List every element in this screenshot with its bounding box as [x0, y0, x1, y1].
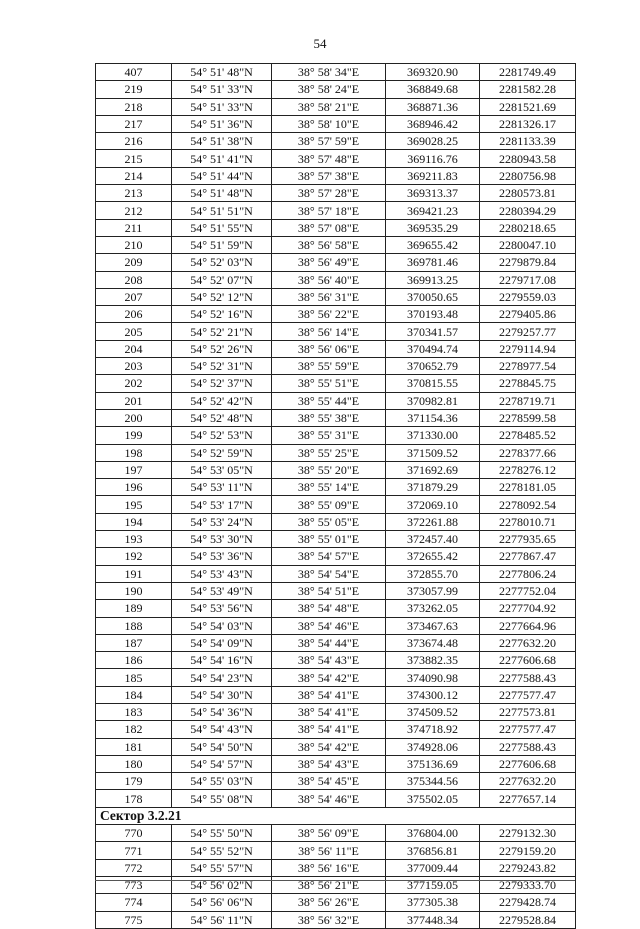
section-title: Сектор 3.2.21 — [96, 807, 576, 824]
latitude-cell: 54° 56' 06"N — [172, 894, 272, 911]
latitude-cell: 54° 55' 52"N — [172, 842, 272, 859]
longitude-cell: 38° 56' 31"E — [272, 288, 386, 305]
table-row — [96, 842, 576, 859]
y-coordinate-cell: 2278719.71 — [480, 392, 576, 409]
x-coordinate-cell: 368946.42 — [386, 115, 480, 132]
latitude-cell: 54° 54' 43"N — [172, 721, 272, 738]
point-number-cell: 215 — [96, 150, 172, 167]
longitude-cell: 38° 57' 59"E — [272, 133, 386, 150]
latitude-cell: 54° 52' 48"N — [172, 409, 272, 426]
x-coordinate-cell: 369116.76 — [386, 150, 480, 167]
table-row — [96, 531, 576, 548]
table-row — [96, 427, 576, 444]
y-coordinate-cell: 2278092.54 — [480, 496, 576, 513]
point-number-cell: 188 — [96, 617, 172, 634]
y-coordinate-cell: 2279717.08 — [480, 271, 576, 288]
point-number-cell: 201 — [96, 392, 172, 409]
y-coordinate-cell: 2279159.20 — [480, 842, 576, 859]
y-coordinate-cell: 2280756.98 — [480, 167, 576, 184]
x-coordinate-cell: 368849.68 — [386, 81, 480, 98]
latitude-cell: 54° 53' 43"N — [172, 565, 272, 582]
y-coordinate-cell: 2281326.17 — [480, 115, 576, 132]
x-coordinate-cell: 377009.44 — [386, 859, 480, 876]
table-row — [96, 738, 576, 755]
longitude-cell: 38° 57' 28"E — [272, 185, 386, 202]
y-coordinate-cell: 2279257.77 — [480, 323, 576, 340]
longitude-cell: 38° 55' 44"E — [272, 392, 386, 409]
longitude-cell: 38° 56' 22"E — [272, 306, 386, 323]
latitude-cell: 54° 51' 38"N — [172, 133, 272, 150]
x-coordinate-cell: 369421.23 — [386, 202, 480, 219]
point-number-cell: 183 — [96, 703, 172, 720]
longitude-cell: 38° 56' 26"E — [272, 894, 386, 911]
x-coordinate-cell: 375502.05 — [386, 790, 480, 807]
longitude-cell: 38° 55' 51"E — [272, 375, 386, 392]
point-number-cell: 217 — [96, 115, 172, 132]
latitude-cell: 54° 51' 36"N — [172, 115, 272, 132]
x-coordinate-cell: 370815.55 — [386, 375, 480, 392]
y-coordinate-cell: 2281521.69 — [480, 98, 576, 115]
y-coordinate-cell: 2280394.29 — [480, 202, 576, 219]
y-coordinate-cell: 2279405.86 — [480, 306, 576, 323]
x-coordinate-cell: 369320.90 — [386, 64, 480, 81]
table-row — [96, 133, 576, 150]
table-row — [96, 254, 576, 271]
x-coordinate-cell: 373674.48 — [386, 634, 480, 651]
x-coordinate-cell: 376804.00 — [386, 825, 480, 842]
page-bottom-rule — [95, 880, 575, 881]
table-row — [96, 565, 576, 582]
x-coordinate-cell: 373467.63 — [386, 617, 480, 634]
y-coordinate-cell: 2279428.74 — [480, 894, 576, 911]
latitude-cell: 54° 54' 03"N — [172, 617, 272, 634]
longitude-cell: 38° 55' 59"E — [272, 358, 386, 375]
page-number: 54 — [313, 36, 327, 51]
x-coordinate-cell: 370982.81 — [386, 392, 480, 409]
y-coordinate-cell: 2278599.58 — [480, 409, 576, 426]
latitude-cell: 54° 51' 41"N — [172, 150, 272, 167]
x-coordinate-cell: 372655.42 — [386, 548, 480, 565]
longitude-cell: 38° 56' 09"E — [272, 825, 386, 842]
x-coordinate-cell: 377305.38 — [386, 894, 480, 911]
y-coordinate-cell: 2278276.12 — [480, 461, 576, 478]
longitude-cell: 38° 54' 44"E — [272, 634, 386, 651]
latitude-cell: 54° 51' 44"N — [172, 167, 272, 184]
table-row — [96, 98, 576, 115]
latitude-cell: 54° 51' 51"N — [172, 202, 272, 219]
table-row — [96, 496, 576, 513]
x-coordinate-cell: 369655.42 — [386, 236, 480, 253]
table-row — [96, 669, 576, 686]
longitude-cell: 38° 55' 09"E — [272, 496, 386, 513]
x-coordinate-cell: 371692.69 — [386, 461, 480, 478]
y-coordinate-cell: 2277573.81 — [480, 703, 576, 720]
longitude-cell: 38° 54' 42"E — [272, 738, 386, 755]
point-number-cell: 206 — [96, 306, 172, 323]
x-coordinate-cell: 369028.25 — [386, 133, 480, 150]
y-coordinate-cell: 2278181.05 — [480, 479, 576, 496]
y-coordinate-cell: 2277806.24 — [480, 565, 576, 582]
y-coordinate-cell: 2281133.39 — [480, 133, 576, 150]
x-coordinate-cell: 374509.52 — [386, 703, 480, 720]
y-coordinate-cell: 2277632.20 — [480, 634, 576, 651]
longitude-cell: 38° 55' 38"E — [272, 409, 386, 426]
y-coordinate-cell: 2280218.65 — [480, 219, 576, 236]
table-row — [96, 513, 576, 530]
longitude-cell: 38° 57' 48"E — [272, 150, 386, 167]
longitude-cell: 38° 56' 16"E — [272, 859, 386, 876]
latitude-cell: 54° 52' 59"N — [172, 444, 272, 461]
point-number-cell: 179 — [96, 773, 172, 790]
x-coordinate-cell: 372457.40 — [386, 531, 480, 548]
coordinates-table — [95, 63, 576, 929]
longitude-cell: 38° 55' 01"E — [272, 531, 386, 548]
longitude-cell: 38° 56' 21"E — [272, 876, 386, 893]
table-row — [96, 686, 576, 703]
point-number-cell: 773 — [96, 876, 172, 893]
longitude-cell: 38° 56' 06"E — [272, 340, 386, 357]
table-row — [96, 479, 576, 496]
longitude-cell: 38° 56' 58"E — [272, 236, 386, 253]
point-number-cell: 203 — [96, 358, 172, 375]
latitude-cell: 54° 52' 03"N — [172, 254, 272, 271]
x-coordinate-cell: 377448.34 — [386, 911, 480, 928]
x-coordinate-cell: 374928.06 — [386, 738, 480, 755]
longitude-cell: 38° 58' 24"E — [272, 81, 386, 98]
longitude-cell: 38° 54' 57"E — [272, 548, 386, 565]
longitude-cell: 38° 54' 42"E — [272, 669, 386, 686]
table-row — [96, 202, 576, 219]
table-row — [96, 64, 576, 81]
latitude-cell: 54° 56' 11"N — [172, 911, 272, 928]
latitude-cell: 54° 53' 05"N — [172, 461, 272, 478]
latitude-cell: 54° 51' 59"N — [172, 236, 272, 253]
point-number-cell: 185 — [96, 669, 172, 686]
point-number-cell: 770 — [96, 825, 172, 842]
point-number-cell: 209 — [96, 254, 172, 271]
latitude-cell: 54° 54' 36"N — [172, 703, 272, 720]
latitude-cell: 54° 53' 24"N — [172, 513, 272, 530]
table-row — [96, 115, 576, 132]
table-row — [96, 392, 576, 409]
latitude-cell: 54° 52' 37"N — [172, 375, 272, 392]
point-number-cell: 180 — [96, 755, 172, 772]
x-coordinate-cell: 370341.57 — [386, 323, 480, 340]
point-number-cell: 216 — [96, 133, 172, 150]
latitude-cell: 54° 53' 30"N — [172, 531, 272, 548]
longitude-cell: 38° 55' 31"E — [272, 427, 386, 444]
longitude-cell: 38° 54' 48"E — [272, 600, 386, 617]
table-row — [96, 150, 576, 167]
latitude-cell: 54° 53' 36"N — [172, 548, 272, 565]
y-coordinate-cell: 2277577.47 — [480, 721, 576, 738]
latitude-cell: 54° 51' 48"N — [172, 185, 272, 202]
x-coordinate-cell: 376856.81 — [386, 842, 480, 859]
latitude-cell: 54° 51' 55"N — [172, 219, 272, 236]
x-coordinate-cell: 373262.05 — [386, 600, 480, 617]
table-row — [96, 634, 576, 651]
point-number-cell: 204 — [96, 340, 172, 357]
longitude-cell: 38° 55' 25"E — [272, 444, 386, 461]
latitude-cell: 54° 55' 57"N — [172, 859, 272, 876]
x-coordinate-cell: 374718.92 — [386, 721, 480, 738]
y-coordinate-cell: 2278485.52 — [480, 427, 576, 444]
y-coordinate-cell: 2277657.14 — [480, 790, 576, 807]
point-number-cell: 181 — [96, 738, 172, 755]
x-coordinate-cell: 375344.56 — [386, 773, 480, 790]
latitude-cell: 54° 54' 30"N — [172, 686, 272, 703]
x-coordinate-cell: 369211.83 — [386, 167, 480, 184]
point-number-cell: 219 — [96, 81, 172, 98]
x-coordinate-cell: 371154.36 — [386, 409, 480, 426]
latitude-cell: 54° 52' 53"N — [172, 427, 272, 444]
x-coordinate-cell: 372069.10 — [386, 496, 480, 513]
point-number-cell: 214 — [96, 167, 172, 184]
section-header-row — [96, 807, 576, 824]
table-row — [96, 219, 576, 236]
point-number-cell: 186 — [96, 652, 172, 669]
x-coordinate-cell: 369535.29 — [386, 219, 480, 236]
latitude-cell: 54° 52' 21"N — [172, 323, 272, 340]
x-coordinate-cell: 371330.00 — [386, 427, 480, 444]
table-row — [96, 600, 576, 617]
point-number-cell: 200 — [96, 409, 172, 426]
x-coordinate-cell: 369913.25 — [386, 271, 480, 288]
point-number-cell: 189 — [96, 600, 172, 617]
table-row — [96, 185, 576, 202]
table-row — [96, 236, 576, 253]
y-coordinate-cell: 2280943.58 — [480, 150, 576, 167]
point-number-cell: 212 — [96, 202, 172, 219]
longitude-cell: 38° 55' 14"E — [272, 479, 386, 496]
point-number-cell: 211 — [96, 219, 172, 236]
x-coordinate-cell: 377159.05 — [386, 876, 480, 893]
table-row — [96, 703, 576, 720]
longitude-cell: 38° 54' 43"E — [272, 755, 386, 772]
y-coordinate-cell: 2278845.75 — [480, 375, 576, 392]
latitude-cell: 54° 52' 26"N — [172, 340, 272, 357]
longitude-cell: 38° 58' 10"E — [272, 115, 386, 132]
x-coordinate-cell: 371509.52 — [386, 444, 480, 461]
point-number-cell: 178 — [96, 790, 172, 807]
y-coordinate-cell: 2279879.84 — [480, 254, 576, 271]
y-coordinate-cell: 2278377.66 — [480, 444, 576, 461]
x-coordinate-cell: 370193.48 — [386, 306, 480, 323]
y-coordinate-cell: 2279243.82 — [480, 859, 576, 876]
table-row — [96, 375, 576, 392]
table-row — [96, 81, 576, 98]
point-number-cell: 193 — [96, 531, 172, 548]
latitude-cell: 54° 52' 31"N — [172, 358, 272, 375]
latitude-cell: 54° 56' 02"N — [172, 876, 272, 893]
table-row — [96, 340, 576, 357]
point-number-cell: 192 — [96, 548, 172, 565]
point-number-cell: 771 — [96, 842, 172, 859]
y-coordinate-cell: 2277704.92 — [480, 600, 576, 617]
table-row — [96, 288, 576, 305]
x-coordinate-cell: 372855.70 — [386, 565, 480, 582]
x-coordinate-cell: 371879.29 — [386, 479, 480, 496]
table-row — [96, 911, 576, 928]
y-coordinate-cell: 2280573.81 — [480, 185, 576, 202]
point-number-cell: 187 — [96, 634, 172, 651]
table-row — [96, 721, 576, 738]
longitude-cell: 38° 57' 38"E — [272, 167, 386, 184]
table-row — [96, 755, 576, 772]
table-row — [96, 306, 576, 323]
longitude-cell: 38° 56' 40"E — [272, 271, 386, 288]
y-coordinate-cell: 2277632.20 — [480, 773, 576, 790]
y-coordinate-cell: 2277577.47 — [480, 686, 576, 703]
longitude-cell: 38° 54' 46"E — [272, 790, 386, 807]
table-row — [96, 358, 576, 375]
table-row — [96, 548, 576, 565]
y-coordinate-cell: 2279132.30 — [480, 825, 576, 842]
y-coordinate-cell: 2277588.43 — [480, 669, 576, 686]
point-number-cell: 191 — [96, 565, 172, 582]
x-coordinate-cell: 373057.99 — [386, 582, 480, 599]
longitude-cell: 38° 54' 46"E — [272, 617, 386, 634]
table-row — [96, 617, 576, 634]
latitude-cell: 54° 52' 42"N — [172, 392, 272, 409]
longitude-cell: 38° 54' 51"E — [272, 582, 386, 599]
x-coordinate-cell: 370050.65 — [386, 288, 480, 305]
latitude-cell: 54° 53' 49"N — [172, 582, 272, 599]
latitude-cell: 54° 51' 33"N — [172, 98, 272, 115]
table-row — [96, 773, 576, 790]
y-coordinate-cell: 2277935.65 — [480, 531, 576, 548]
latitude-cell: 54° 53' 17"N — [172, 496, 272, 513]
point-number-cell: 407 — [96, 64, 172, 81]
latitude-cell: 54° 55' 03"N — [172, 773, 272, 790]
longitude-cell: 38° 54' 54"E — [272, 565, 386, 582]
longitude-cell: 38° 58' 21"E — [272, 98, 386, 115]
latitude-cell: 54° 51' 48"N — [172, 64, 272, 81]
y-coordinate-cell: 2277664.96 — [480, 617, 576, 634]
table-row — [96, 323, 576, 340]
point-number-cell: 184 — [96, 686, 172, 703]
table-row — [96, 790, 576, 807]
point-number-cell: 197 — [96, 461, 172, 478]
y-coordinate-cell: 2278010.71 — [480, 513, 576, 530]
point-number-cell: 195 — [96, 496, 172, 513]
y-coordinate-cell: 2281749.49 — [480, 64, 576, 81]
latitude-cell: 54° 53' 56"N — [172, 600, 272, 617]
point-number-cell: 207 — [96, 288, 172, 305]
y-coordinate-cell: 2280047.10 — [480, 236, 576, 253]
x-coordinate-cell: 373882.35 — [386, 652, 480, 669]
latitude-cell: 54° 54' 23"N — [172, 669, 272, 686]
longitude-cell: 38° 57' 18"E — [272, 202, 386, 219]
latitude-cell: 54° 53' 11"N — [172, 479, 272, 496]
y-coordinate-cell: 2277752.04 — [480, 582, 576, 599]
latitude-cell: 54° 52' 07"N — [172, 271, 272, 288]
table-row — [96, 461, 576, 478]
longitude-cell: 38° 58' 34"E — [272, 64, 386, 81]
x-coordinate-cell: 370652.79 — [386, 358, 480, 375]
y-coordinate-cell: 2277606.68 — [480, 755, 576, 772]
y-coordinate-cell: 2279528.84 — [480, 911, 576, 928]
point-number-cell: 218 — [96, 98, 172, 115]
point-number-cell: 774 — [96, 894, 172, 911]
point-number-cell: 205 — [96, 323, 172, 340]
longitude-cell: 38° 55' 20"E — [272, 461, 386, 478]
y-coordinate-cell: 2279114.94 — [480, 340, 576, 357]
latitude-cell: 54° 55' 50"N — [172, 825, 272, 842]
longitude-cell: 38° 56' 32"E — [272, 911, 386, 928]
longitude-cell: 38° 57' 08"E — [272, 219, 386, 236]
longitude-cell: 38° 56' 49"E — [272, 254, 386, 271]
y-coordinate-cell: 2277588.43 — [480, 738, 576, 755]
x-coordinate-cell: 369781.46 — [386, 254, 480, 271]
longitude-cell: 38° 56' 11"E — [272, 842, 386, 859]
longitude-cell: 38° 55' 05"E — [272, 513, 386, 530]
longitude-cell: 38° 54' 45"E — [272, 773, 386, 790]
table-row — [96, 894, 576, 911]
latitude-cell: 54° 55' 08"N — [172, 790, 272, 807]
table-row — [96, 582, 576, 599]
latitude-cell: 54° 54' 50"N — [172, 738, 272, 755]
latitude-cell: 54° 51' 33"N — [172, 81, 272, 98]
table-row — [96, 859, 576, 876]
point-number-cell: 213 — [96, 185, 172, 202]
y-coordinate-cell: 2279333.70 — [480, 876, 576, 893]
y-coordinate-cell: 2278977.54 — [480, 358, 576, 375]
longitude-cell: 38° 54' 41"E — [272, 686, 386, 703]
point-number-cell: 202 — [96, 375, 172, 392]
x-coordinate-cell: 374090.98 — [386, 669, 480, 686]
longitude-cell: 38° 56' 14"E — [272, 323, 386, 340]
point-number-cell: 194 — [96, 513, 172, 530]
point-number-cell: 190 — [96, 582, 172, 599]
longitude-cell: 38° 54' 43"E — [272, 652, 386, 669]
point-number-cell: 198 — [96, 444, 172, 461]
latitude-cell: 54° 54' 57"N — [172, 755, 272, 772]
table-row — [96, 444, 576, 461]
x-coordinate-cell: 368871.36 — [386, 98, 480, 115]
x-coordinate-cell: 370494.74 — [386, 340, 480, 357]
point-number-cell: 772 — [96, 859, 172, 876]
point-number-cell: 208 — [96, 271, 172, 288]
point-number-cell: 210 — [96, 236, 172, 253]
y-coordinate-cell: 2279559.03 — [480, 288, 576, 305]
table-row — [96, 167, 576, 184]
latitude-cell: 54° 52' 16"N — [172, 306, 272, 323]
latitude-cell: 54° 54' 16"N — [172, 652, 272, 669]
point-number-cell: 775 — [96, 911, 172, 928]
table-row — [96, 825, 576, 842]
point-number-cell: 196 — [96, 479, 172, 496]
point-number-cell: 199 — [96, 427, 172, 444]
longitude-cell: 38° 54' 41"E — [272, 721, 386, 738]
y-coordinate-cell: 2277606.68 — [480, 652, 576, 669]
coordinates-table-body — [96, 64, 576, 929]
table-row — [96, 409, 576, 426]
x-coordinate-cell: 375136.69 — [386, 755, 480, 772]
x-coordinate-cell: 374300.12 — [386, 686, 480, 703]
latitude-cell: 54° 54' 09"N — [172, 634, 272, 651]
table-row — [96, 271, 576, 288]
latitude-cell: 54° 52' 12"N — [172, 288, 272, 305]
x-coordinate-cell: 372261.88 — [386, 513, 480, 530]
x-coordinate-cell: 369313.37 — [386, 185, 480, 202]
y-coordinate-cell: 2277867.47 — [480, 548, 576, 565]
y-coordinate-cell: 2281582.28 — [480, 81, 576, 98]
longitude-cell: 38° 54' 41"E — [272, 703, 386, 720]
table-row — [96, 652, 576, 669]
point-number-cell: 182 — [96, 721, 172, 738]
